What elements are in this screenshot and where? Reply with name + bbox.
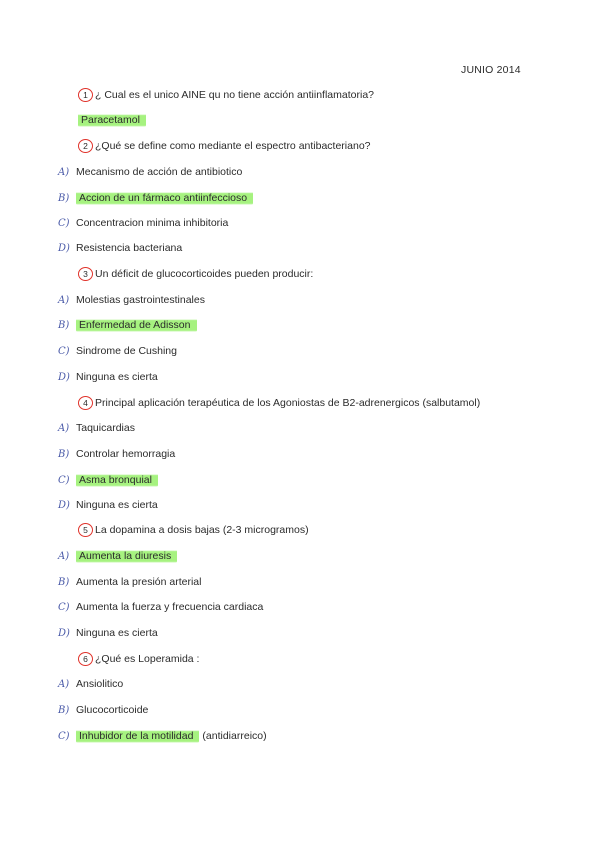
- option: [58, 703, 148, 717]
- option: [58, 626, 158, 640]
- option-text: Glucocorticoide: [76, 704, 149, 716]
- question-number: 5: [78, 523, 93, 537]
- option-letter: B): [58, 192, 70, 204]
- option-correct: [58, 473, 158, 487]
- option: [58, 677, 123, 691]
- question-4: [78, 396, 480, 410]
- option-letter: A): [58, 422, 70, 434]
- question-number: 3: [78, 267, 93, 281]
- option: [58, 447, 175, 461]
- question-3: [78, 267, 313, 281]
- option-text: Ansiolitico: [76, 678, 124, 690]
- option-letter: C): [58, 601, 70, 613]
- option-letter: D): [58, 242, 70, 254]
- option-letter: C): [58, 345, 70, 357]
- option-text: Aumenta la diuresis: [76, 549, 177, 563]
- question-5: [78, 523, 309, 537]
- option-text: Inhubidor de la motilidad: [76, 729, 199, 743]
- option-letter: A): [58, 294, 70, 306]
- question-text: ¿Qué es Loperamida :: [95, 653, 200, 665]
- option-text: Enfermedad de Adisson: [76, 318, 197, 332]
- option-letter: D): [58, 371, 70, 383]
- option-text: Aumenta la fuerza y frecuencia cardiaca: [76, 601, 264, 613]
- question-text: La dopamina a dosis bajas (2-3 microgramos): [95, 524, 309, 536]
- question-number: 6: [78, 652, 93, 666]
- option-text: Controlar hemorragia: [76, 448, 176, 460]
- option-letter: A): [58, 166, 70, 178]
- option-letter: B): [58, 704, 70, 716]
- option-correct: [58, 549, 177, 563]
- option-suffix: (antidiarreico): [202, 730, 267, 742]
- option-correct: [58, 729, 267, 743]
- option-text: Taquicardias: [76, 422, 135, 434]
- question-text: Un déficit de glucocorticoides pueden producir:: [95, 268, 314, 280]
- option-text: Aumenta la presión arterial: [76, 576, 202, 588]
- question-1: [78, 88, 374, 102]
- option: [58, 421, 135, 435]
- option: [58, 344, 177, 358]
- question-text: Principal aplicación terapéutica de los Agoniostas de B2-adrenergicos (salbutamol): [95, 397, 481, 409]
- option-text: Molestias gastrointestinales: [76, 294, 205, 306]
- option-letter: B): [58, 576, 70, 588]
- option: [58, 575, 201, 589]
- option-text: Mecanismo de acción de antibiotico: [76, 166, 243, 178]
- question-number: 1: [78, 88, 93, 102]
- option-letter: B): [58, 319, 70, 331]
- question-2: [78, 139, 371, 153]
- option-letter: C): [58, 217, 70, 229]
- exam-date: JUNIO 2014: [461, 64, 521, 76]
- question-6: [78, 652, 199, 666]
- question-number: 2: [78, 139, 93, 153]
- question-number: 4: [78, 396, 93, 410]
- answer-text: Paracetamol: [78, 113, 146, 127]
- option: [58, 498, 158, 512]
- option: [58, 216, 228, 230]
- option-text: Ninguna es cierta: [76, 371, 158, 383]
- option-letter: C): [58, 730, 70, 742]
- option-text: Sindrome de Cushing: [76, 345, 177, 357]
- option-letter: D): [58, 627, 70, 639]
- option: [58, 370, 158, 384]
- option: [58, 165, 242, 179]
- option-correct: [58, 318, 197, 332]
- option-letter: D): [58, 499, 70, 511]
- option-correct: [58, 191, 253, 205]
- option-letter: C): [58, 474, 70, 486]
- option-letter: B): [58, 448, 70, 460]
- option-letter: A): [58, 678, 70, 690]
- option: [58, 600, 263, 614]
- option-text: Ninguna es cierta: [76, 499, 158, 511]
- option-text: Concentracion minima inhibitoria: [76, 217, 229, 229]
- option-text: Ninguna es cierta: [76, 627, 158, 639]
- option-text: Accion de un fármaco antiinfeccioso: [76, 191, 253, 205]
- option: [58, 293, 205, 307]
- option-letter: A): [58, 550, 70, 562]
- answer-1: [78, 113, 146, 127]
- question-text: ¿ Cual es el unico AINE qu no tiene acción antiinflamatoria?: [95, 89, 374, 101]
- option: [58, 241, 182, 255]
- question-text: ¿Qué se define como mediante el espectro antibacteriano?: [95, 140, 371, 152]
- option-text: Resistencia bacteriana: [76, 242, 183, 254]
- option-text: Asma bronquial: [76, 473, 158, 487]
